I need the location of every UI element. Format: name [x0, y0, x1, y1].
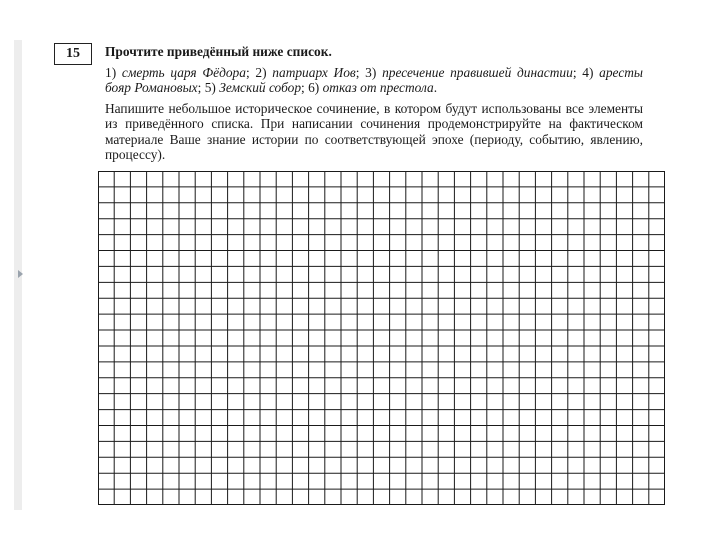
task-number-box: 15: [54, 43, 92, 65]
grid-lines: [98, 171, 665, 505]
list-item-label: ; 3): [355, 64, 383, 80]
list-end: .: [433, 80, 438, 95]
list-item-text: отказ от престола: [322, 80, 434, 95]
list-item-label: ; 5): [197, 80, 220, 95]
task-instruction: Напишите небольшое историческое сочинение, в котором будут использованы все элементы из приведённого списка. При написании сочинения продемонстрируйте на фактическом материале Ваше знание истории по соответствующей эпохе (периоду, событию, явлению, процессу).: [105, 100, 643, 162]
list-item-label: ; 4): [572, 64, 600, 80]
task-content: [105, 44, 643, 163]
list-item-text: аресты бояр Романовых: [105, 64, 643, 95]
task-list: [105, 65, 643, 96]
list-item-text: Земский собор: [219, 80, 302, 95]
list-item-label: ; 6): [301, 80, 323, 95]
list-item-text: пресечение правившей династии: [382, 64, 573, 80]
list-item-text: смерть царя Фёдора: [121, 64, 246, 80]
list-item-text: патриарх Иов: [272, 64, 356, 80]
task-title: Прочтите приведённый ниже список.: [105, 44, 332, 59]
list-item-label: 1): [105, 64, 122, 80]
list-item-label: ; 2): [245, 64, 273, 80]
play-triangle-icon: [18, 270, 23, 278]
answer-grid[interactable]: [98, 171, 665, 505]
